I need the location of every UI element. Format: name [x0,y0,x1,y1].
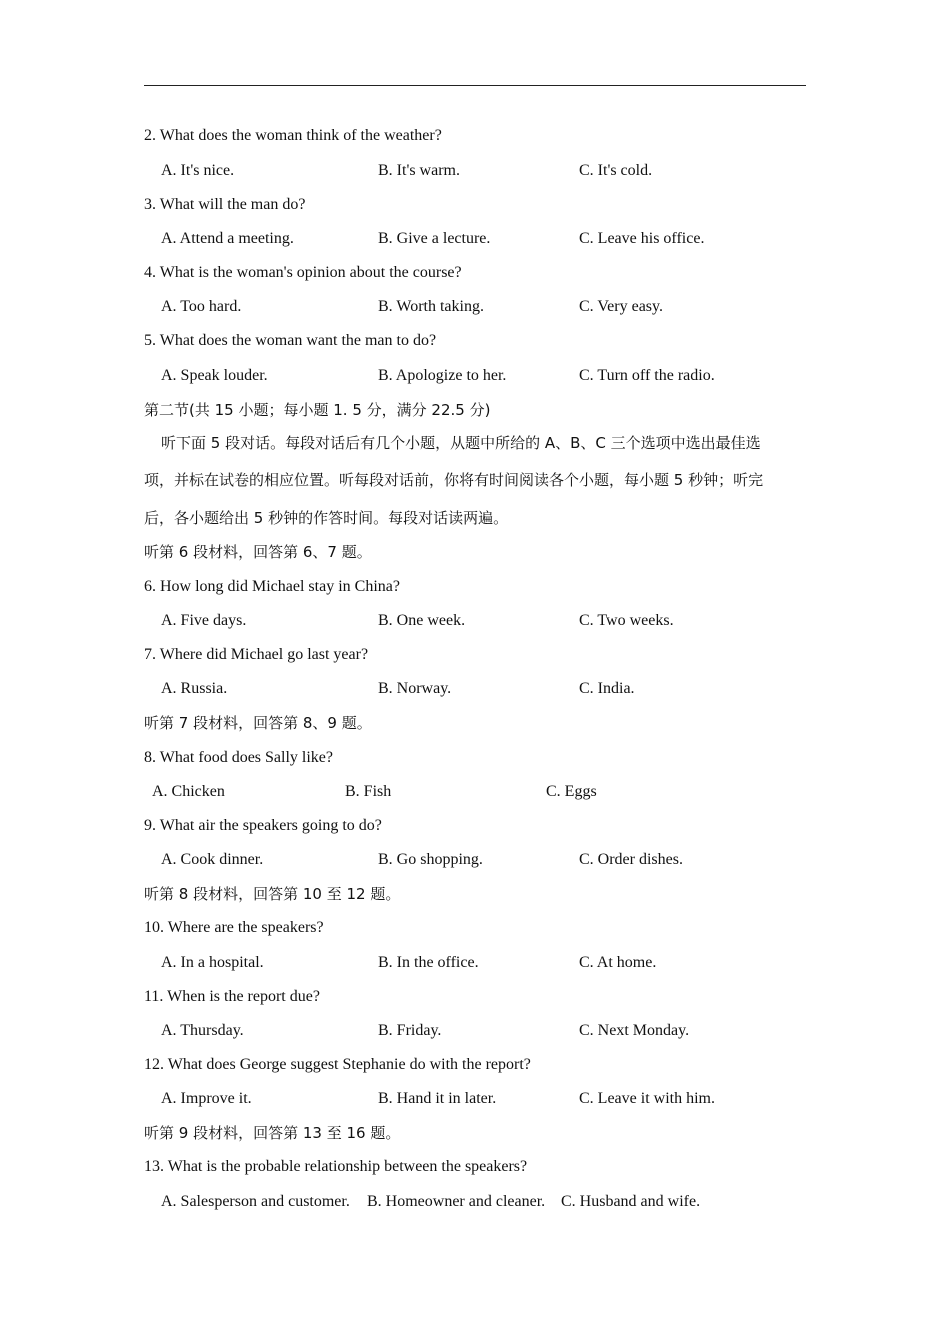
instructions-line-2: 项，并标在试卷的相应位置。听每段对话前，你将有时间阅读各个小题，每小题 5 秒钟；听完 [144,471,764,489]
question-3: 3. What will the man do? [144,196,306,213]
q12-option-c: C. Leave it with him. [579,1090,715,1107]
q6-option-b: B. One week. [378,612,466,629]
q6-option-c: C. Two weeks. [579,612,674,629]
q7-option-a: A. Russia. [161,680,228,697]
question-7: 7. Where did Michael go last year? [144,646,369,663]
q7-option-c: C. India. [579,680,635,697]
q8-option-b: B. Fish [345,783,392,800]
q5-option-a: A. Speak louder. [161,367,268,384]
q2-option-c: C. It's cold. [579,162,653,179]
q8-option-c: C. Eggs [546,783,597,800]
question-8: 8. What food does Sally like? [144,749,333,766]
instructions-line-3: 后，各小题给出 5 秒钟的作答时间。每段对话读两遍。 [144,509,509,527]
q13-option-a: A. Salesperson and customer. [161,1193,350,1210]
q5-option-c: C. Turn off the radio. [579,367,715,384]
material-9-heading: 听第 9 段材料，回答第 13 至 16 题。 [144,1124,401,1142]
q2-option-b: B. It's warm. [378,162,460,179]
question-5: 5. What does the woman want the man to do? [144,332,437,349]
q7-option-b: B. Norway. [378,680,452,697]
question-13: 13. What is the probable relationship between the speakers? [144,1158,528,1175]
q9-option-b: B. Go shopping. [378,851,483,868]
question-10: 10. Where are the speakers? [144,919,324,936]
q4-option-a: A. Too hard. [161,298,242,315]
header-rule [144,85,806,86]
q10-option-b: B. In the office. [378,954,479,971]
q11-option-c: C. Next Monday. [579,1022,690,1039]
question-9: 9. What air the speakers going to do? [144,817,382,834]
q12-option-a: A. Improve it. [161,1090,252,1107]
q4-option-b: B. Worth taking. [378,298,484,315]
q8-option-a: A. Chicken [152,783,225,800]
q3-option-c: C. Leave his office. [579,230,705,247]
q2-option-a: A. It's nice. [161,162,235,179]
material-7-heading: 听第 7 段材料，回答第 8、9 题。 [144,714,372,732]
material-8-heading: 听第 8 段材料，回答第 10 至 12 题。 [144,885,401,903]
q11-option-b: B. Friday. [378,1022,442,1039]
q5-option-b: B. Apologize to her. [378,367,507,384]
q13-option-b: B. Homeowner and cleaner. [367,1193,546,1210]
q6-option-a: A. Five days. [161,612,247,629]
q9-option-c: C. Order dishes. [579,851,683,868]
question-11: 11. When is the report due? [144,988,320,1005]
q13-option-c: C. Husband and wife. [561,1193,701,1210]
question-2: 2. What does the woman think of the weather? [144,127,442,144]
q10-option-c: C. At home. [579,954,657,971]
q12-option-b: B. Hand it in later. [378,1090,497,1107]
question-12: 12. What does George suggest Stephanie do with the report? [144,1056,531,1073]
material-6-heading: 听第 6 段材料，回答第 6、7 题。 [144,543,372,561]
question-6: 6. How long did Michael stay in China? [144,578,400,595]
q11-option-a: A. Thursday. [161,1022,244,1039]
q3-option-a: A. Attend a meeting. [161,230,294,247]
q10-option-a: A. In a hospital. [161,954,264,971]
section-2-heading: 第二节(共 15 小题；每小题 1. 5 分，满分 22.5 分) [144,401,491,419]
instructions-line-1: 听下面 5 段对话。每段对话后有几个小题，从题中所给的 A、B、C 三个选项中选出最佳选 [161,434,761,452]
q3-option-b: B. Give a lecture. [378,230,491,247]
q4-option-c: C. Very easy. [579,298,663,315]
q9-option-a: A. Cook dinner. [161,851,264,868]
question-4: 4. What is the woman's opinion about the course? [144,264,462,281]
